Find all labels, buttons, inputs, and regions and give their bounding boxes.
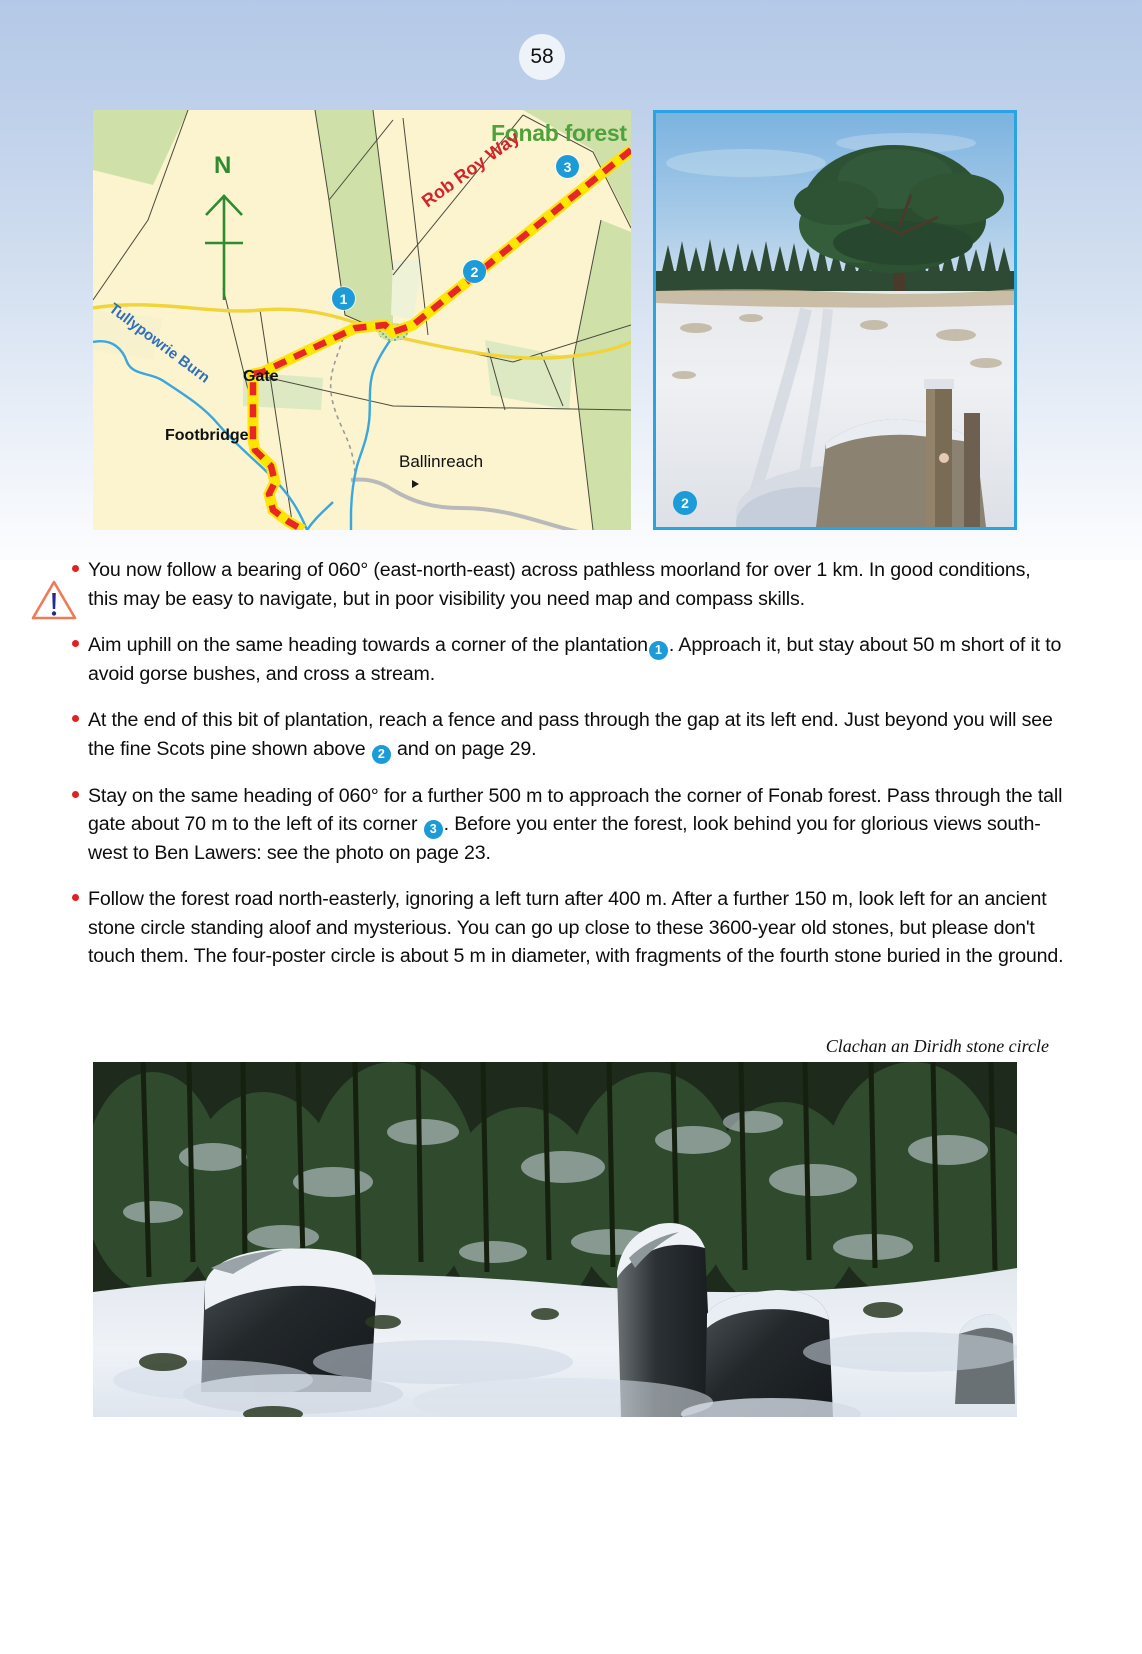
map-label-north: N: [214, 152, 232, 179]
photo-scots-pine: [653, 110, 1017, 530]
bullet-gate: Stay on the same heading of 060° for a further 500 m to approach the corner of Fonab forest. Pass through the tall gate about 70 m to the left of its corner 3 . Before you enter the forest, look behind you for glorious views south-west to Ben Lawers: see the photo on page 23.: [70, 782, 1064, 868]
bullet-list: [0, 556, 1142, 971]
photo-marker-2[interactable]: 2: [673, 491, 697, 515]
instructions-list: [0, 556, 1142, 989]
inline-marker-2[interactable]: 2: [372, 745, 391, 764]
bullet-plantation: Aim uphill on the same heading towards a corner of the plantation 1 . Approach it, but stay about 50 m short of it to avoid gorse bushes, and cross a stream.: [70, 631, 1064, 688]
map-marker-3[interactable]: 3: [556, 155, 579, 178]
map-label-tullypowrie-burn: Tullypowrie Burn: [105, 300, 213, 387]
map-label-rob-roy-way: Rob Roy Way: [418, 127, 524, 212]
map-marker-2[interactable]: 2: [463, 260, 486, 283]
map-label-fonab-forest: Fonab forest: [491, 120, 627, 146]
bullet-bearing: You now follow a bearing of 060° (east-north-east) across pathless moorland for over 1 km. In good conditions, this may be easy to navigate, but in poor visibility you need map and compass skills.: [70, 556, 1064, 613]
page-number: 58: [519, 34, 565, 80]
photo-bottom-caption: Clachan an Diridh stone circle: [825, 1036, 1049, 1056]
map-label-ballinreach: Ballinreach: [399, 452, 484, 471]
bullet-fence: At the end of this bit of plantation, reach a fence and pass through the gap at its left end. Just beyond you will see the fine Scots pine shown above 2 and on page 29.: [70, 706, 1064, 763]
warning-triangle-icon: [30, 578, 78, 622]
inline-marker-3[interactable]: 3: [424, 820, 443, 839]
photo-stone-circle: [93, 1062, 1017, 1417]
map-label-gate: Gate: [243, 368, 279, 385]
inline-marker-1[interactable]: 1: [649, 641, 668, 660]
bullet-stone-circle: Follow the forest road north-easterly, ignoring a left turn after 400 m. After a further 150 m, look left for an ancient stone circle standing aloof and mysterious. You can go up close to these 3600-year old stones, but please don't touch them. The four-poster circle is about 5 m in diameter, with fragments of the fourth stone buried in the ground.: [70, 885, 1064, 971]
map-label-footbridge: Footbridge: [165, 427, 249, 444]
route-map: [93, 110, 631, 530]
map-marker-1[interactable]: 1: [332, 287, 355, 310]
